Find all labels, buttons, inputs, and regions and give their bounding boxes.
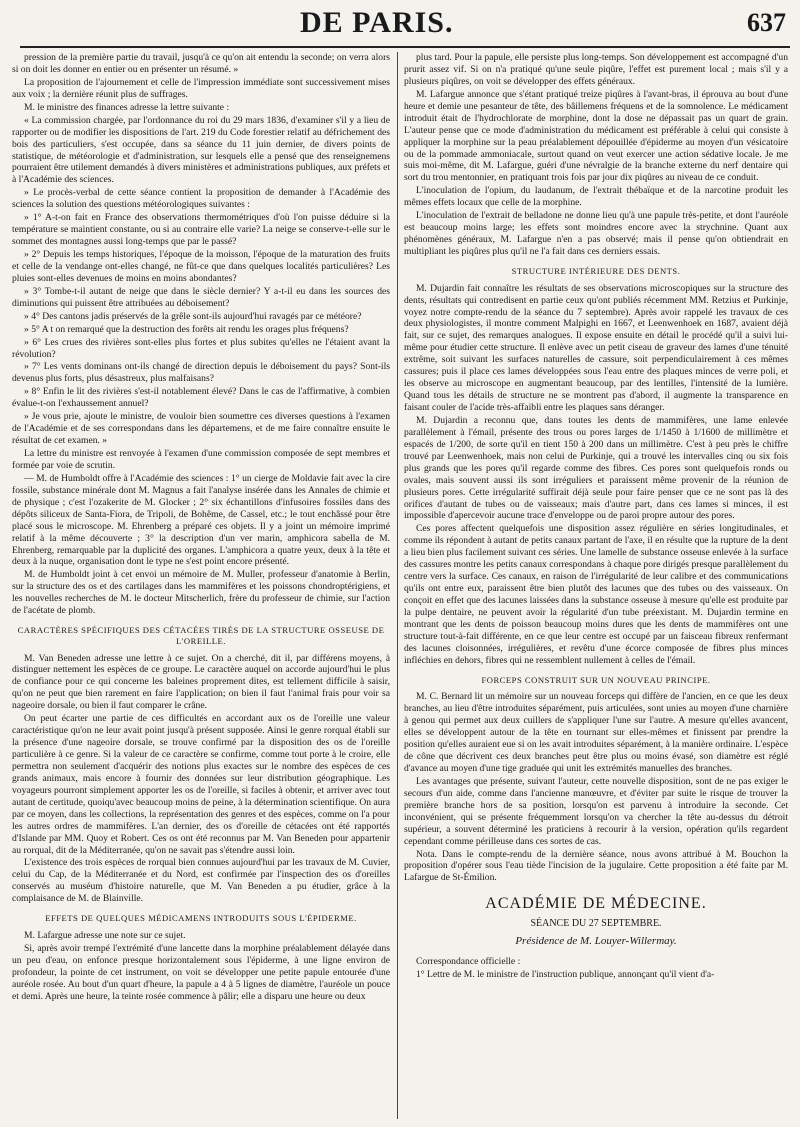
paragraph: M. le ministre des finances adresse la lettre suivante : [24,101,230,113]
paragraph: L'inoculation de l'opium, du laudanum, de l'extrait thébaïque et de la narcotine produit les mêmes effets locaux que celle de la morphine. [404,185,788,209]
paragraph: » 8° Enfin le lit des rivières s'est-il notablement élevé? Dans le cas de l'affirmative, à combien évalue-t-on l'exhaussement annuel? [12,386,390,410]
last-paragraph: 1° Lettre de M. le ministre de l'instruction publique, annonçant qu'il vient d'a- [416,969,715,981]
paragraph: M. Dujardin a reconnu que, dans toutes les dents de mammifères, une lame enlevée parallèlement à l'émail, présente des trous ou pores larges de 1/1450 à 1/1600 de millimètre et espacés de 1/200, de sorte qu'il en tient 150 à 200 dans un millimètre. C'est à peu près le chiffre trouvé par Leenwenhoek, mais non celui de Purkinje, qui a trouvé les intervalles cinq ou six fois plus grands que les pores qu'il regarde comme des fibres. Ces pores sont quelquefois ronds ou ovales, mais souvent aussi ils sont irréguliers et paraissent même provenir de la réunion de plusieurs pores. Cette irrégularité suffirait déjà seule pour faire penser que ce ne sont pas là des orifices d'autant de tubes ou de vaisseaux; mais d'autre part, dans ces lames si minces, il est impossible d'apercevoir aucune trace d'enveloppe ou de paroi propre autour des pores. [404,414,788,522]
paragraph: Les avantages que présente, suivant l'auteur, cette nouvelle disposition, sont de ne pas exiger le secours d'un aide, comme dans l'ancienne manœuvre, et d'éviter par suite le risque de trouver la première branche hors de sa position, lorsqu'on est parvenu à introduire la seconde. Cet inconvénient, qui se présente fréquemment lorsqu'on va chercher la tête au-dessus du détroit supérieur, a souvent déterminé les praticiens à recourir à la version, opération qu'ils regardent cependant comme périlleuse dans ces sortes de cas. [404,775,788,847]
paragraph: M. Van Beneden adresse une lettre à ce sujet. On a cherché, dit il, par différens moyens, à distinguer nettement les espèces de ce groupe. Le caractère auquel on accorde aujourd'hui le plus de confiance pour ce qui concerne les baleines proprement dites, est tellement difficile à saisir, qu'on ne peut que bien rarement en faire l'application; on bien il faut l'animal frais pour voir sa nageoire dorsale, ou bien il faut comparer le crâne. [12,652,390,712]
paragraph: Si, après avoir trempé l'extrémité d'une lancette dans la morphine préalablement délayée dans un peu d'eau, on enfonce presque horizontalement sous l'épiderme, à une ligne environ de profondeur, la pointe de cet instrument, on voit se développer une petite papule entourée d'une auréole rosée. Au bout d'un quart d'heure, la papule a 4 à 5 lignes de diamètre, l'auréole un pouce et demi. Après une heure, la teinte rosée commence à pâlir; elle a disparu une heure ou deux [12,942,390,1002]
paragraph: M. Lafargue annonce que s'étant pratiqué treize piqûres à l'avant-bras, il éprouva au bout d'une heure et demie une pesanteur de tête, des bâillemens fréquens et de la somnolence. Le médicament introduit était de l'hydrochlorate de morphine, dont la dose ne dépassait pas un quart de grain. L'auteur pense que ce mode d'administration du médicament est préférable à celui qui consiste à appliquer la morphine sur la peau préalablement dépouillée d'épiderme au moyen d'un vésicatoire ou de la pommade ammoniacale, surtout quand on veut exercer une action sédative locale. Je me suis moi-même, dit M. Lafargue, guéri d'une névralgie de la branche externe du nerf dentaire qui sort du trou mentonnier, en pratiquant trois fois par jour dix piqûres au niveau de ce conduit. [404,88,788,184]
right-column [404,52,788,1123]
correspondance-label: Correspondance officielle : [416,956,521,968]
left-paragraphs-medicamens [12,930,390,1003]
paragraph: M. C. Bernard lit un mémoire sur un nouveau forceps qui diffère de l'ancien, en ce que les deux branches, au lieu d'être introduites séparément, puis articulées, sont unies au moyen d'une charnière à genou qui permet aux deux cuillers de s'appliquer l'une sur l'autre. A mesure qu'elles avancent, elles se développent autour de la tête en tournant sur elles-mêmes et finissent par prendre la position qu'elles auraient eue si on les avait introduites séparément, à la manière ordinaire. L'espèce de cône que décrivent ces deux branches peut être plus ou moins évasé, son diamètre est réglé d'avance au moyen d'une tige graduée qui unit les extrémités manuelles des branches. [404,691,788,774]
paragraph: » 5° A t on remarqué que la destruction des forêts ait rendu les orages plus fréquens? [24,323,349,335]
paragraph: » Je vous prie, ajoute le ministre, de vouloir bien soumettre ces diverses questions à l'examen de l'Académie et de ses correspondans dans les départemens, et de me faire connaître ensuite le résultat de cet examen. » [12,411,390,447]
paragraph: M. Lafargue adresse une note sur ce sujet. [24,929,186,941]
academy-title: ACADÉMIE DE MÉDECINE. [485,895,707,913]
left-column [12,52,390,1123]
section-heading-dents: STRUCTURE INTÉRIEURE DES DENTS. [511,265,681,276]
seance-date: SÉANCE DU 27 SEPTEMBRE. [530,918,662,930]
right-paragraphs-dents [404,283,788,667]
paragraph: pression de la première partie du travail, jusqu'à ce qu'on ait entendu la seconde; on verra alors si on doit les donner en entier ou en présenter un résumé. » [12,52,390,75]
column-divider [397,52,398,1119]
header-rule [20,46,790,48]
paragraph: » 2° Depuis les temps historiques, l'époque de la moisson, l'époque de la maturation des fruits et celle de la vendange ont-elles changé, ne fût-ce que dans quelques localités particulières? Les pluies sont-elles devenues de moins en moins abondantes? [12,249,390,284]
section-heading-forceps: FORCEPS CONSTRUIT SUR UN NOUVEAU PRINCIPE. [481,674,711,685]
paragraph: » 1° A-t-on fait en France des observations thermométriques d'où l'on puisse déduire si la température se maintient constante, ou si au contraire elle varie? La neige se conserve-t-elle sur le sommet des montagnes aussi long-temps que par le passé? [12,212,390,248]
paragraph: On peut écarter une partie de ces difficultés en accordant aux os de l'oreille une valeur caractéristique qu'on ne leur avait point jusqu'à présent supposée. Ainsi le genre rorqual établi sur la présence d'une nageoire dorsale, se trouve confirmé par la disposition des os de l'oreille particulière à ce genre. Si la valeur de ce caractère se confirme, comme tout porte à le croire, elle permettra non seulement d'acquérir des notions plus exactes sur le nombre des espèces de ces grands animaux, mais encore à fournir des données sur leur distribution géographique. Les voyageurs pourront simplement apporter les os de l'oreille, si faciles à obtenir, et arriver avec tout autant de certitude, quoiqu'avec beaucoup moins de peine, à la détermination scientifique. On aura par ce moyen, dans les collections, la représentation des genres et des espèces, comme on l'a pour les autres ordres de mammifères. L'an dernier, des os d'oreille de cétacées ont été rapportés d'Islande par MM. Quoy et Robert. Ces os ont été reconnus par M. Van Beneden pour appartenir au rorqual, dit de la Méditerranée, qu'on ne savait pas s'étendre aussi loin. [12,713,390,856]
paragraph: plus tard. Pour la papule, elle persiste plus long-temps. Son développement est accompagné d'un prurit assez vif. Si on n'a pratiqué qu'une seule piqûre, l'effet est purement local ; mais s'il y a plusieurs piqûres, on voit se développer des effets généraux. [404,52,788,87]
paragraph: » 7° Les vents dominans ont-ils changé de direction depuis le déboisement du pays? Sont-ils devenus plus forts, plus désastreux, plus malfaisans? [12,361,390,385]
paragraph: » 3° Tombe-t-il autant de neige que dans le siècle dernier? Y a-t-il eu dans les sources des diminutions qui puissent être attribuées au déboisement? [12,285,390,309]
paragraph: M. Dujardin fait connaître les résultats de ses observations microscopiques sur la structure des dents, résultats qui contredisent en partie ceux qu'ont publiés récemment MM. Retzius et Purkinje, voyez notre compte-rendu de la séance du 7 septembre). Après avoir rappelé les travaux de ces deux physiologistes, il montre comment Malpighi en 1667, et Leenwenhoek en 1687, avaient déjà fait, sur ce sujet, des remarques analogues. Il expose ensuite en détail le procédé qu'il a suivi lui-même pour étudier cette structure. Il enlève avec un petit ciseau de graveur des lames d'une ténuité extrême, soit suivant les surfaces naturelles de cassure, soit perpendiculairement à ces mêmes cassures; puis il place ces lames développées sous l'eau entre des plaques minces de verre poli, et les observe au microscope en augmentant beaucoup, par des lentilles, l'intensité de la lumière. Quand tous les détails de structure ne se montrent pas d'abord, il augmente la transparence en faisant couler de l'acide très-affaibli entre les plaques sans déranger. [404,282,788,413]
paragraph: La lettre du ministre est renvoyée à l'examen d'une commission composée de sept membres et formée par voie de scrutin. [12,448,390,471]
section-heading-medicamens: EFFETS DE QUELQUES MÉDICAMENS INTRODUITS SOUS L'ÉPIDERME. [45,913,357,924]
page-title: DE PARIS. [300,6,454,39]
left-paragraphs [12,52,390,617]
right-paragraphs-forceps [404,691,788,884]
presidence: Présidence de M. Louyer-Willermay. [515,934,677,947]
paragraph: » Le procès-verbal de cette séance contient la proposition de demander à l'Académie des sciences la solution des questions météorologiques suivantes : [12,187,390,211]
paragraph: L'existence des trois espèces de rorqual bien connues aujourd'hui par les travaux de M. Cuvier, celui du Cap, de la Méditerranée et du Nord, est confirmée par l'inspection des os d'oreilles conservés au muséum d'histoire naturelle, que M. Van Beneden a pu étudier, grâce à la complaisance de M. de Blainville. [12,857,390,905]
paragraph: L'inoculation de l'extrait de belladone ne donne lieu qu'à une papule très-petite, et dont l'auréole est beaucoup moins large; les effets sont moindres encore avec la strychnine. Quant aux phénomènes généraux, M. Lafargue n'en a pas observé; mais il pense qu'on obtiendrait en multipliant les piqûres plus qu'il ne l'a fait dans ces derniers essais. [404,210,788,257]
right-paragraphs [404,52,788,258]
page-header [0,0,800,40]
paragraph: » 4° Des cantons jadis préservés de la grêle sont-ils aujourd'hui ravagés par ce météore? [24,310,362,322]
page-number: 637 [747,8,786,37]
paragraph: Nota. Dans le compte-rendu de la dernière séance, nous avons attribué à M. Bouchon la proposition d'opérer sous l'eau tiède l'incision de la jugulaire. Cette proposition a été faite par M. Lafargue de St-Émilion. [404,848,788,884]
left-paragraphs-cetacees [12,653,390,906]
paragraph: Ces pores affectent quelquefois une disposition assez régulière en séries longitudinales, et comme ils répondent à autant de petits canaux partant de l'axe, il en résulte que la rupture de la dent a lieu bien plus facilement suivant ces séries. Une lamelle de substance osseuse enlevée à la surface des cassures montre les petits canaux correspondans à chaque pore dirigés presque parallèlement du centre vers la surface. Ces canaux, en raison de l'irrégularité de leur calibre et des communications qu'ils ont entre eux, paraissent être bien plutôt des lacunes que des tubes ou des vaisseaux. On conçoit en effet que des lacunes laissées dans la substance osseuse à mesure qu'elle est produite par la pulpe dentaire, ne peuvent avoir la régularité d'un tube préexistant. M. Dujardin termine en montrant que les dents de poisson beaucoup moins dures que les dents de mammifères ont une structure tout-à-fait différente, en ce que leur centre est occupé par un faisceau fibreux renfermant des lacunes cloisonnées, irrégulières, et revêtu d'une écorce composée de fibres plus minces infléchies en dehors, fibres qui ne ressemblent nullement à celles de l'émail. [404,523,788,666]
paragraph: La proposition de l'ajournement et celle de l'impression immédiate sont successivement mises aux voix ; la dernière réunit plus de suffrages. [12,76,390,100]
paragraph: » 6° Les crues des rivières sont-elles plus fortes et plus subites qu'elles ne l'étaient avant la révolution? [12,336,390,360]
paragraph: « La commission chargée, par l'ordonnance du roi du 29 mars 1836, d'examiner s'il y a lieu de rapporter ou de modifier les dispositions de l'art. 219 du Code forestier relatif au défrichement des bois des particuliers, s'est occupée, dans sa séance du 11 juin dernier, de divers points de statistique, de météorologie et d'administration, sur lesquels elle a pensé que des renseignemens pourraient être utilement demandés à divers ministères et administrations publiques, aux préfets et à l'Académie des sciences. [12,114,390,186]
section-heading-cetacees: CARACTÈRES SPÉCIFIQUES DES CÉTACÉES TIRÉS DE LA STRUCTURE OSSEUSE DE L'OREILLE. [17,625,385,646]
paragraph: — M. de Humboldt offre à l'Académie des sciences : 1° un cierge de Moldavie fait avec la cire fossile, substance minérale dont M. Magnus a fait l'analyse insérée dans les Annales de chimie et de physique ; c'est l'ozakerite de M. Glocker ; 2° six échantillons d'infusoires fossiles dans des dépôts siliceux de Santa-Fiora, de Tripoli, de Bohême, de Cassel, etc.; le tout enchâssé pour être placé sous le microscope. M. Ehrenberg a préparé ces objets. Il y a joint un mémoire imprimé relatif à la même découverte ; 3° la description d'un ver marin, amphicora sabella de M. Ehrenberg, remarquable par la duplicité des organes. L'amphicora a quatre yeux, deux à la tête et deux à la nuque, organisation dont le type ne s'est point encore présenté. [12,472,390,568]
paragraph: M. de Humboldt joint à cet envoi un mémoire de M. Muller, professeur d'anatomie à Berlin, sur la structure des os et des cartilages dans les mammifères et les poissons chondroptérigiens, et les nouvelles recherches de M. le docteur Mitscherlich, frère du professeur de chimie, sur l'action de l'acétate de plomb. [12,569,390,617]
